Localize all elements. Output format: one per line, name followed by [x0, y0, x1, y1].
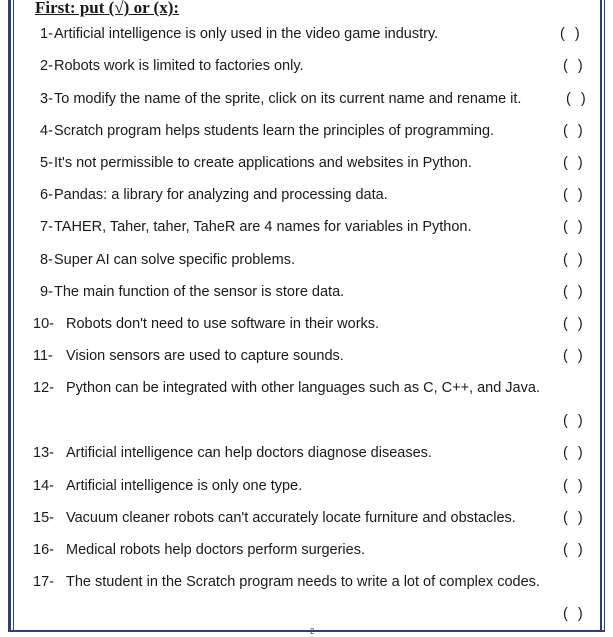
question-item: [0, 284, 613, 306]
section-title: First: put (√) or (x):: [35, 0, 180, 17]
question-number: 10-: [33, 316, 54, 332]
answer-parentheses: ( ): [566, 91, 589, 107]
answer-parentheses: ( ): [563, 187, 586, 203]
answer-parentheses: ( ): [563, 413, 586, 429]
question-text: To modify the name of the sprite, click on its current name and rename it.: [54, 91, 522, 107]
question-item: [0, 542, 613, 564]
question-text: Python can be integrated with other languages such as C, C++, and Java.: [66, 380, 540, 396]
question-item: [0, 380, 613, 429]
question-item: [0, 348, 613, 370]
question-text: Artificial intelligence is only used in the video game industry.: [54, 26, 439, 42]
question-text: Artificial intelligence is only one type.: [66, 478, 303, 494]
question-number: 2-: [40, 58, 53, 74]
question-text: Super AI can solve specific problems.: [54, 252, 295, 268]
question-item: [0, 187, 613, 209]
question-text: Robots work is limited to factories only.: [54, 58, 304, 74]
question-item: [0, 26, 613, 48]
answer-parentheses: ( ): [563, 155, 586, 171]
question-number: 11-: [33, 348, 53, 364]
question-number: 9-: [40, 284, 53, 300]
page-number: 2: [310, 627, 315, 636]
question-number: 13-: [33, 445, 54, 461]
answer-parentheses: ( ): [563, 348, 586, 364]
question-number: 4-: [40, 123, 53, 139]
question-number: 14-: [33, 478, 54, 494]
question-item: [0, 574, 613, 622]
question-number: 17-: [33, 574, 54, 590]
answer-parentheses: ( ): [563, 510, 586, 526]
question-text: Artificial intelligence can help doctors diagnose diseases.: [66, 445, 432, 461]
question-text: The student in the Scratch program needs to write a lot of complex codes.: [66, 574, 540, 590]
answer-parentheses: ( ): [563, 58, 586, 74]
question-number: 3-: [40, 91, 53, 107]
answer-parentheses: ( ): [563, 219, 586, 235]
question-text: Robots don't need to use software in their works.: [66, 316, 380, 332]
question-text: Medical robots help doctors perform surgeries.: [66, 542, 365, 558]
answer-parentheses: ( ): [563, 445, 586, 461]
page-border-bottom: [8, 630, 605, 632]
question-text: Vision sensors are used to capture sounds.: [66, 348, 344, 364]
question-text: Pandas: a library for analyzing and processing data.: [54, 187, 388, 203]
question-item: [0, 219, 613, 241]
answer-parentheses: ( ): [563, 606, 586, 622]
question-text: Scratch program helps students learn the principles of programming.: [54, 123, 495, 139]
question-number: 12-: [33, 380, 54, 396]
question-number: 1-: [40, 26, 53, 42]
answer-parentheses: ( ): [563, 284, 586, 300]
answer-parentheses: ( ): [560, 26, 583, 42]
question-number: 5-: [40, 155, 53, 171]
question-text: Vacuum cleaner robots can't accurately locate furniture and obstacles.: [66, 510, 516, 526]
question-number: 6-: [40, 187, 53, 203]
question-number: 16-: [33, 542, 54, 558]
answer-parentheses: ( ): [563, 252, 586, 268]
answer-parentheses: ( ): [563, 478, 586, 494]
question-number: 7-: [40, 219, 53, 235]
question-item: [0, 252, 613, 274]
question-text: It's not permissible to create applications and websites in Python.: [54, 155, 472, 171]
question-item: [0, 445, 613, 467]
question-number: 15-: [33, 510, 54, 526]
question-item: [0, 91, 613, 113]
question-number: 8-: [40, 252, 53, 268]
question-text: The main function of the sensor is store data.: [54, 284, 345, 300]
question-item: [0, 155, 613, 177]
answer-parentheses: ( ): [563, 542, 586, 558]
answer-parentheses: ( ): [563, 123, 586, 139]
question-item: [0, 58, 613, 80]
question-item: [0, 478, 613, 500]
question-text: TAHER, Taher, taher, TaheR are 4 names for variables in Python.: [54, 219, 472, 235]
question-item: [0, 510, 613, 532]
question-item: [0, 123, 613, 145]
answer-parentheses: ( ): [563, 316, 586, 332]
question-item: [0, 316, 613, 338]
